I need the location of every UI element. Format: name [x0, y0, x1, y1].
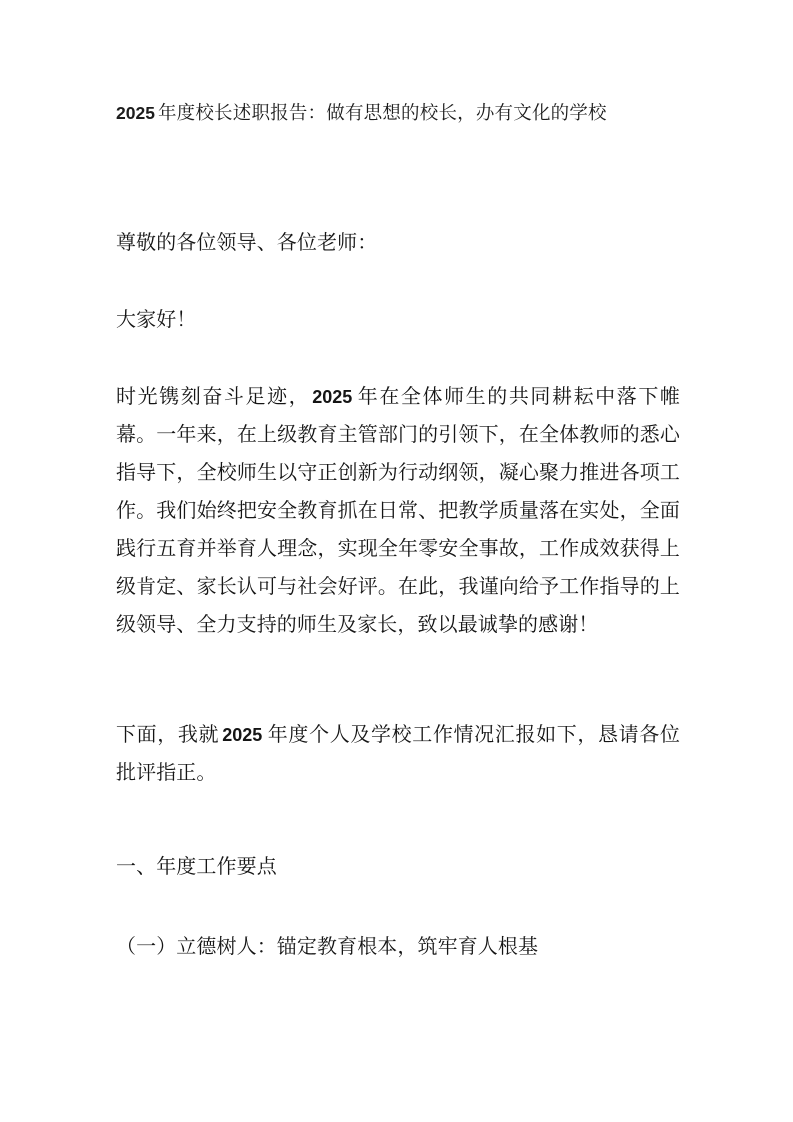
paragraph-2-lead: 下面，我就	[116, 724, 220, 746]
greeting-line: 大家好！	[116, 309, 197, 331]
section-heading-annual-work-points: 一、年度工作要点	[116, 856, 277, 878]
paragraph-1-year: 2025	[312, 387, 353, 407]
title-year: 2025	[116, 103, 155, 123]
salutation-line: 尊敬的各位领导、各位老师：	[116, 232, 378, 254]
paragraph-1-lead: 时光镌刻奋斗足迹，	[116, 386, 311, 408]
paragraph-opening-remarks	[116, 378, 680, 644]
paragraph-2-body: 年度个人及学校工作情况汇报如下，恳请各位批评指正。	[116, 724, 681, 784]
paragraph-2-year: 2025	[222, 725, 263, 745]
title-text: 年度校长述职报告：做有思想的校长，办有文化的学校	[157, 104, 607, 124]
subsection-heading-moral-education: （一）立德树人：锚定教育根本，筑牢育人根基	[116, 936, 539, 958]
paragraph-report-intro	[116, 716, 680, 792]
document-content	[116, 98, 681, 958]
paragraph-1-body: 年在全体师生的共同耕耘中落下帷幕。一年来，在上级教育主管部门的引领下，在全体教师的悉心指导下，全校师生以守正创新为行动纲领，凝心聚力推进各项工作。我们始终把安全教育抓在日常、把教学质量落在实处，全面践行五育并举育人理念，实现全年零安全事故，工作成效获得上级肯定、家长认可与社会好评。在此，我谨向给予工作指导的上级领导、全力支持的师生及家长，致以最诚挚的感谢！	[116, 386, 680, 636]
document-title	[116, 98, 680, 129]
